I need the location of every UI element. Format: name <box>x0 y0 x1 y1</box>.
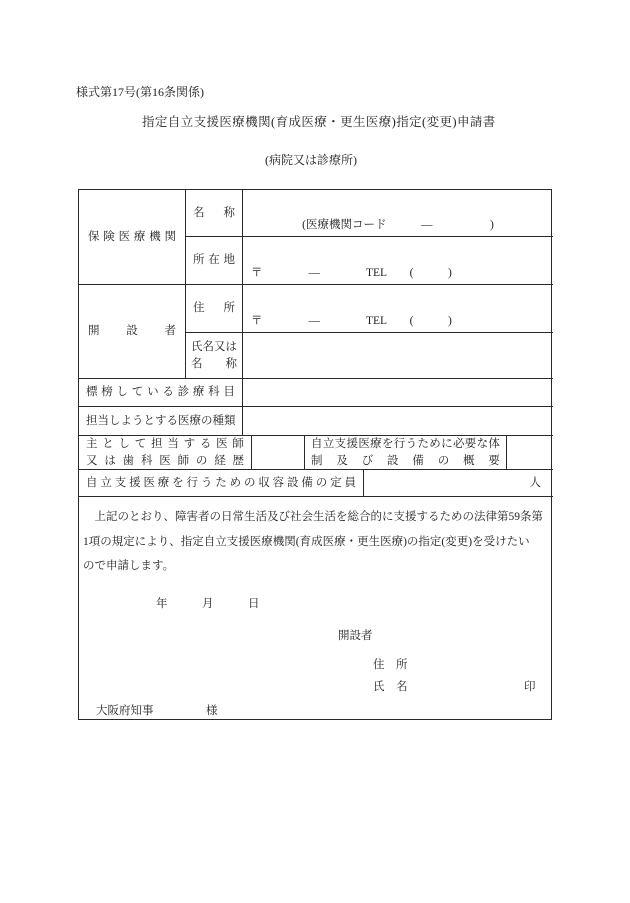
insurer-name-value-cell <box>243 190 553 237</box>
form-subtitle: (病院又は診療所) <box>265 153 357 167</box>
departments-label: 標 榜 し て い る 診 療 科 目 <box>86 386 235 399</box>
system-overview-value-cell <box>507 436 553 470</box>
departments-value-cell <box>243 379 553 407</box>
statement-line: ので申請します。 <box>83 560 175 572</box>
insurer-header-label: 保 険 医 療 機 関 <box>88 230 176 243</box>
founder-name-label-cell <box>186 333 243 379</box>
form-number: 様式第17号(第16条関係) <box>76 85 204 99</box>
medical-code-hint: (医療機関コード ― ) <box>302 219 494 232</box>
capacity-label: 自 立 支 援 医 療 を 行 う た め の 収 容 設 備 の 定 員 <box>86 476 356 489</box>
statement-paragraph <box>83 505 549 579</box>
medical-type-value-cell <box>243 407 553 436</box>
system-overview-label-cell <box>305 436 507 470</box>
capacity-value-cell <box>364 470 553 497</box>
seal-label: 印 <box>524 681 536 693</box>
application-table <box>78 189 552 720</box>
doctor-history-value-cell <box>252 436 305 470</box>
founder-name-label-line1: 氏 名 又 は <box>191 340 237 353</box>
capacity-unit: 人 <box>529 476 541 489</box>
insurer-location-value-cell <box>243 237 553 285</box>
addressee: 大阪府知事 <box>96 705 154 717</box>
insurer-header-cell <box>79 190 186 285</box>
insurer-location-label-cell <box>186 237 243 285</box>
date-line: 年 月 日 <box>156 598 260 610</box>
founder-name-value-cell <box>243 333 553 379</box>
system-overview-label-line1: 自 立 支 援 医 療 を 行 う た め に 必 要 な 体 <box>311 437 500 450</box>
capacity-label-cell <box>79 470 364 497</box>
signer-label: 開設者 <box>338 630 373 642</box>
statement-line: 1項の規定により、指定自立支援医療機関(育成医療・更生医療)の指定(変更)を受けたい <box>83 535 530 548</box>
founder-address-value-cell <box>243 285 553 333</box>
statement-line: 上記のとおり、障害者の日常生活及び社会生活を総合的に支援するための法律第59条第 <box>83 511 543 523</box>
insurer-location-label: 所 在 地 <box>193 254 235 267</box>
statement-cell <box>79 497 553 721</box>
insurer-name-label-cell <box>186 190 243 237</box>
insurer-postal-tel-line: 〒 ― TEL ( ) <box>251 267 452 280</box>
signer-name-label: 氏 名 <box>373 681 408 693</box>
founder-address-label: 住 所 <box>193 302 235 315</box>
doctor-history-label-cell <box>79 436 252 470</box>
system-overview-label-line2: 制 及 び 設 備 の 概 要 <box>311 454 500 467</box>
medical-type-label-cell <box>79 407 243 436</box>
medical-type-label: 担 当 し よ う と す る 医 療 の 種 類 <box>86 414 236 427</box>
form-title: 指定自立支援医療機関(育成医療・更生医療)指定(変更)申請書 <box>142 115 496 129</box>
founder-header-cell <box>79 285 186 379</box>
doctor-history-label-line2: 又 は 歯 科 医 師 の 経 歴 <box>86 454 244 467</box>
signer-address-label: 住 所 <box>373 659 408 671</box>
addressee-honorific: 様 <box>206 705 218 717</box>
founder-header-label: 開 設 者 <box>88 325 176 338</box>
founder-name-label-line2: 名 称 <box>191 357 237 370</box>
founder-address-label-cell <box>186 285 243 333</box>
insurer-name-label: 名 称 <box>193 206 235 219</box>
doctor-history-label-line1: 主 と し て 担 当 す る 医 師 <box>86 437 244 450</box>
founder-postal-tel-line: 〒 ― TEL ( ) <box>251 315 452 328</box>
departments-label-cell <box>79 379 243 407</box>
